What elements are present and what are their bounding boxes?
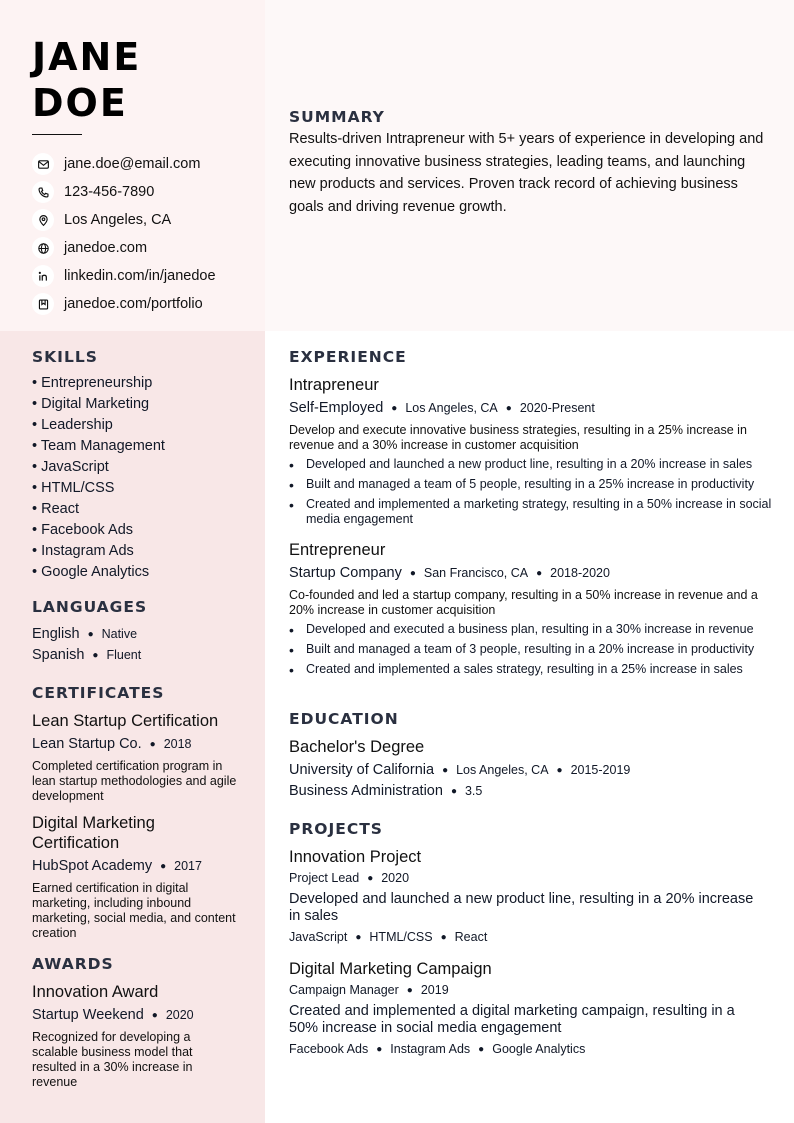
contact-website[interactable] xyxy=(32,234,216,262)
name-first: JANE xyxy=(32,35,142,79)
skill-item: • Google Analytics xyxy=(32,564,150,580)
certificate-item xyxy=(32,813,242,941)
contact-linkedin[interactable] xyxy=(32,262,216,290)
skill-item: • Instagram Ads xyxy=(32,543,134,559)
contact-portfolio-text: janedoe.com/portfolio xyxy=(64,296,203,312)
skill-item: • Team Management xyxy=(32,438,165,454)
project-item xyxy=(289,847,759,945)
award-meta: Startup Weekend ● 2020 xyxy=(32,1007,194,1023)
skill-item: • Digital Marketing xyxy=(32,396,150,412)
project-meta: Campaign Manager ● 2019 xyxy=(289,983,449,997)
projects-heading: PROJECTS xyxy=(289,820,383,838)
experience-role: Intrapreneur xyxy=(289,376,379,394)
experience-bullet: • Developed and launched a new product line, resulting in a 20% increase in sales xyxy=(289,457,774,472)
contact-linkedin-text: linkedin.com/in/janedoe xyxy=(64,268,216,284)
award-item xyxy=(32,982,217,1090)
project-desc: Created and implemented a digital marketing campaign, resulting in a 50% increase in social media engagement xyxy=(289,1003,735,1036)
experience-item xyxy=(289,375,774,532)
project-tags: Facebook Ads ● Instagram Ads ● Google Analytics xyxy=(289,1042,586,1056)
languages-list xyxy=(32,623,141,665)
skills-list xyxy=(32,373,165,583)
skill-item: • Leadership xyxy=(32,417,113,433)
name-last: DOE xyxy=(32,81,128,125)
experience-meta: Self-Employed ● Los Angeles, CA ● 2020-Present xyxy=(289,400,595,416)
experience-bullet: • Created and implemented a marketing strategy, resulting in a 50% increase in social media engagement xyxy=(289,497,774,527)
award-title: Innovation Award xyxy=(32,983,159,1001)
summary-text: Results-driven Intrapreneur with 5+ years of experience in developing and executing innovative business strategies, leading teams, and launching new products and services. Proven track record of achieving business goals and driving revenue growth. xyxy=(289,131,764,216)
awards-heading: AWARDS xyxy=(32,955,114,973)
contact-email-text: jane.doe@email.com xyxy=(64,156,201,172)
portfolio-icon xyxy=(32,293,54,315)
location-pin-icon xyxy=(32,209,54,231)
experience-bullet: • Created and implemented a sales strategy, resulting in a 25% increase in sales xyxy=(289,662,774,677)
globe-icon xyxy=(32,237,54,259)
candidate-name xyxy=(32,34,141,126)
education-heading: EDUCATION xyxy=(289,710,399,728)
linkedin-icon xyxy=(32,265,54,287)
project-title: Innovation Project xyxy=(289,848,422,866)
experience-bullet: • Built and managed a team of 3 people, resulting in a 20% increase in productivity xyxy=(289,642,774,657)
contact-website-text: janedoe.com xyxy=(64,240,148,256)
skill-item: • HTML/CSS xyxy=(32,480,115,496)
award-desc: Recognized for developing a scalable business model that resulted in a 30% increase in revenue xyxy=(32,1030,193,1089)
language-item: Spanish ● Fluent xyxy=(32,647,142,663)
education-field: Business Administration ● 3.5 xyxy=(289,783,483,799)
education-meta: University of California ● Los Angeles, CA ● 2015-2019 xyxy=(289,762,631,778)
certificate-title: Lean Startup Certification xyxy=(32,712,219,730)
contact-location xyxy=(32,206,216,234)
contact-phone-text: 123-456-7890 xyxy=(64,184,155,200)
project-tags: JavaScript ● HTML/CSS ● React xyxy=(289,930,488,944)
contact-phone[interactable] xyxy=(32,178,216,206)
language-level: Fluent xyxy=(106,648,142,662)
experience-heading: EXPERIENCE xyxy=(289,348,407,366)
certificate-desc: Completed certification program in lean startup methodologies and agile development xyxy=(32,759,237,803)
certificate-item xyxy=(32,711,242,804)
certificate-desc: Earned certification in digital marketing, including inbound marketing, social media, and content creation xyxy=(32,881,236,940)
project-meta: Project Lead ● 2020 xyxy=(289,871,410,885)
contact-list xyxy=(32,150,216,318)
skill-item: • JavaScript xyxy=(32,459,109,475)
experience-bullet: • Developed and executed a business plan, resulting in a 30% increase in revenue xyxy=(289,622,774,637)
experience-desc: Develop and execute innovative business strategies, resulting in a 25% increase in revenue and a 30% increase in customer acquisition xyxy=(289,423,747,452)
phone-icon xyxy=(32,181,54,203)
project-desc: Developed and launched a new product line, resulting in a 20% increase in sales xyxy=(289,891,754,924)
certificate-meta: HubSpot Academy ● 2017 xyxy=(32,858,202,874)
skill-item: • Entrepreneurship xyxy=(32,375,153,391)
language-level: Native xyxy=(101,627,138,641)
certificates-heading: CERTIFICATES xyxy=(32,684,165,702)
experience-bullet: • Built and managed a team of 5 people, resulting in a 25% increase in productivity xyxy=(289,477,774,492)
name-divider xyxy=(32,134,82,135)
skill-item: • Facebook Ads xyxy=(32,522,134,538)
skills-heading: SKILLS xyxy=(32,348,98,366)
project-item xyxy=(289,959,759,1057)
education-degree: Bachelor's Degree xyxy=(289,738,425,756)
experience-bullets xyxy=(289,622,774,677)
experience-meta: Startup Company ● San Francisco, CA ● 2018-2020 xyxy=(289,565,610,581)
project-title: Digital Marketing Campaign xyxy=(289,960,492,978)
experience-bullets xyxy=(289,457,774,527)
contact-location-text: Los Angeles, CA xyxy=(64,212,172,228)
skill-item: • React xyxy=(32,501,79,517)
certificate-title: Digital Marketing Certification xyxy=(32,814,155,852)
experience-desc: Co-founded and led a startup company, resulting in a 50% increase in revenue and a 20% increase in customer acquisition xyxy=(289,588,758,617)
experience-role: Entrepreneur xyxy=(289,541,386,559)
languages-heading: LANGUAGES xyxy=(32,598,148,616)
education-item xyxy=(289,737,774,802)
certificate-meta: Lean Startup Co. ● 2018 xyxy=(32,736,192,752)
language-name: Spanish xyxy=(32,647,85,663)
contact-email[interactable] xyxy=(32,150,216,178)
mail-icon xyxy=(32,153,54,175)
summary-heading: SUMMARY xyxy=(289,108,385,126)
contact-portfolio[interactable] xyxy=(32,290,216,318)
language-item: English ● Native xyxy=(32,626,138,642)
language-name: English xyxy=(32,626,80,642)
experience-item xyxy=(289,540,774,682)
